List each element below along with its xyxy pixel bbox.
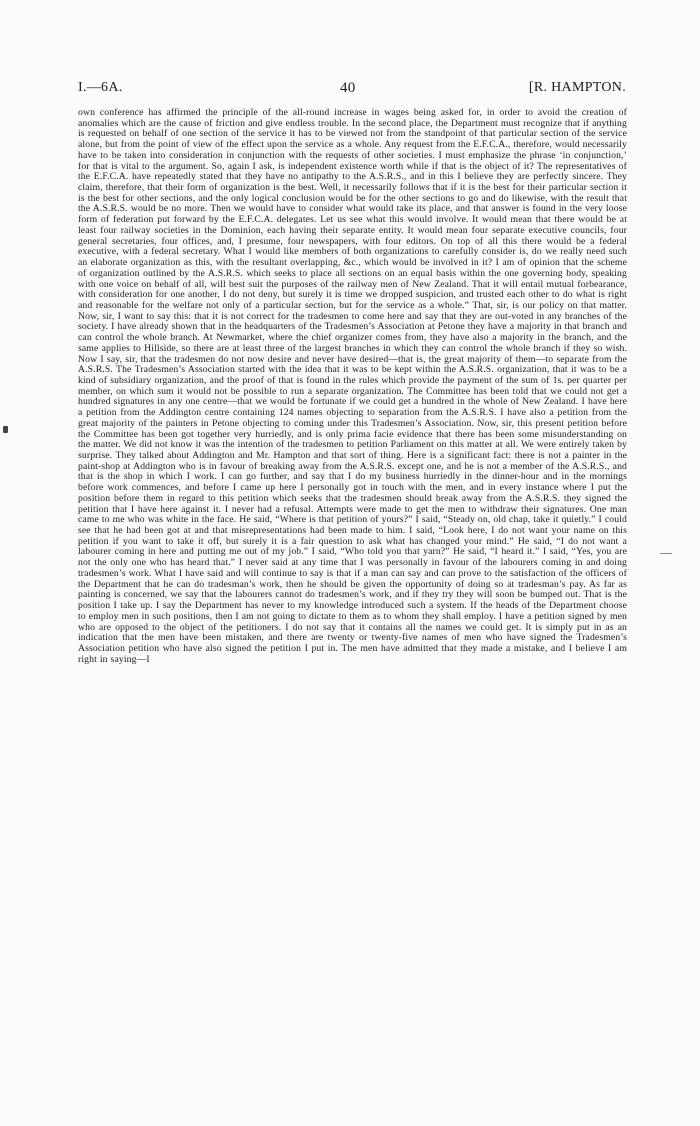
- margin-mark: [3, 426, 8, 433]
- body-paragraph: own conference has affirmed the principle of the all-round increase in wages being asked for, in order to avoid the creation of anomalies which are the cause of friction and give endless trouble. In the second place, the Department must recognize that if anything is requested on behalf of one section of the service it has to be viewed not from the standpoint of that particular section of the service alone, but from the point of view of the effect upon the service as a whole. Any request from the E.F.C.A., therefore, would necessarily have to be taken into consideration in conjunction with the requests of other societies. I must emphasize the phrase ‘in conjunction,’ for that is vital to the argument. So, again I ask, is independent existence worth while if that is the object of it? The representatives of the E.F.C.A. have repeatedly stated that they have no antipathy to the A.S.R.S., and in this I believe they are perfectly sincere. They claim, therefore, that their form of organization is the best. Well, it necessarily follows that if it is the best for their particular section it is the best for other sections, and the only logical conclusion would be for the other sections to go and do likewise, with the result that the A.S.R.S. would be no more. Then we would have to consider what would take its place, and that answer is found in the very loose form of federation put forward by the E.F.C.A. delegates. Let us see what this would involve. It would mean that there would be at least four railway societies in the Dominion, each having their separate entity. It would mean four separate executive councils, four general secretaries, four offices, and, I presume, four newspapers, with four editors. On top of all this there would be a federal executive, with a federal secretary. What I would like members of both organizations to carefully consider is, do we really need such an elaborate organization as this, with the resultant overlapping, &c., which would be involved in it? I am of opinion that the scheme of organization outlined by the A.S.R.S. which seeks to place all sections on an equal basis within the one governing body, speaking with one voice on behalf of all, will best suit the purposes of the railway men of New Zealand. That it will entail mutual forbearance, with consideration for one another, I do not deny, but surely it is time we dropped suspicion, and trusted each other to do what is right and reasonable for the welfare not only of a particular section, but for the service as a whole.” That, sir, is our policy on that matter. Now, sir, I want to say this: that it is not correct for the tradesmen to come here and say that they are out-voted in any branches of the society. I have already shown that in the headquarters of the Tradesmen’s Association at Petone they have a majority in that branch and can control the whole branch. At Newmarket, where the chief organizer comes from, they have also a majority in the branch, and the same applies to Hillside, so there are at least three of the largest branches in which they can control the whole branch if they so wish. Now I say, sir, that the tradesmen do not now desire and never have desired—that is, the great majority of them—to separate from the A.S.R.S. The Tradesmen’s Association started with the idea that it was to be kept within the A.S.R.S. organization, that it was to be a kind of subsidiary organization, and the proof of that is found in the rules which provide the payment of the sum of 1s. per quarter per member, on which sum it would not be possible to run a separate organization. The Committee has been told that we could not get a hundred signatures in any one centre—that we would be fortunate if we could get a hundred in the whole of New Zealand. I have here a petition from the Addington centre containing 124 names objecting to separation from the A.S.R.S. I have also a petition from the great majority of the painters in Petone objecting to coming under this Tradesmen’s Association. Now, sir, this present petition before the Committee has been got together very hurriedly, and is only prima facie evidence that there has been some misunderstanding on the matter. We did not know it was the intention of the tradesmen to petition Parliament on this matter at all. We were entirely taken by surprise. They talked about Addington and Mr. Hampton and that sort of thing. Here is a significant fact: there is not a painter in the paint-shop at Addington who is in favour of breaking away from the A.S.R.S. except one, and he is not a member of the A.S.R.S., and that is the shop in which I work. I can go further, and say that I do my business hurriedly in the dinner-hour and in the mornings before work commences, and before I came up here I personally got in touch with the men, and in every instance where I put the position before them in regard to this petition which seeks that the tradesmen should break away from the A.S.R.S. they signed the petition that I have here against it. I never had a refusal. Attempts were made to get the men to withdraw their signatures. One man came to me who was white in the face. He said, “Where is that petition of yours?” I said, “Steady on, old chap, take it quietly.” I could see that he had been got at and that misrepresentations had been made to him. I said, “Look here, I do not want your name on this petition if you want to take it off, but surely it is a fair question to ask what has changed your mind.” He said, “I do not want a labourer coming in here and putting me out of my job.” I said, “Who told you that yarn?” He said, “I heard it.” I said, “Yes, you are not the only one who has heard that.” I never said at any time that I was personally in favour of the labourers coming in and doing tradesmen’s work. What I have said and will continue to say is that if a man can say and can prove to the satisfaction of the officers of the Department that he can do tradesman’s work, then he should be given the opportunity of doing so at tradesman’s pay. As far as painting is concerned, we say that the labourers cannot do tradesmen’s work, and if they try they will soon be bumped out. That is the position I take up. I say the Department has never to my knowledge introduced such a system. If the heads of the Department choose to employ men in such positions, then I am not going to dictate to them as to whom they shall employ. I have a petition signed by men who are opposed to the object of the petitioners. I do not say that it contains all the names we could get. It is simply put in as an indication that the men have been mistaken, and there are twenty or twenty-five names of men who have signed the Tradesmen’s Association petition who have also signed the petition I put in. The men have admitted that they made a mistake, and I believe I am right in saying—I: [78, 107, 627, 665]
- margin-mark: [660, 553, 672, 554]
- page-number: 40: [340, 80, 356, 96]
- speaker-name: [R. HAMPTON.: [528, 80, 626, 95]
- document-reference: I.—6A.: [78, 80, 123, 95]
- page-header: [78, 80, 626, 100]
- body-text: [78, 108, 627, 665]
